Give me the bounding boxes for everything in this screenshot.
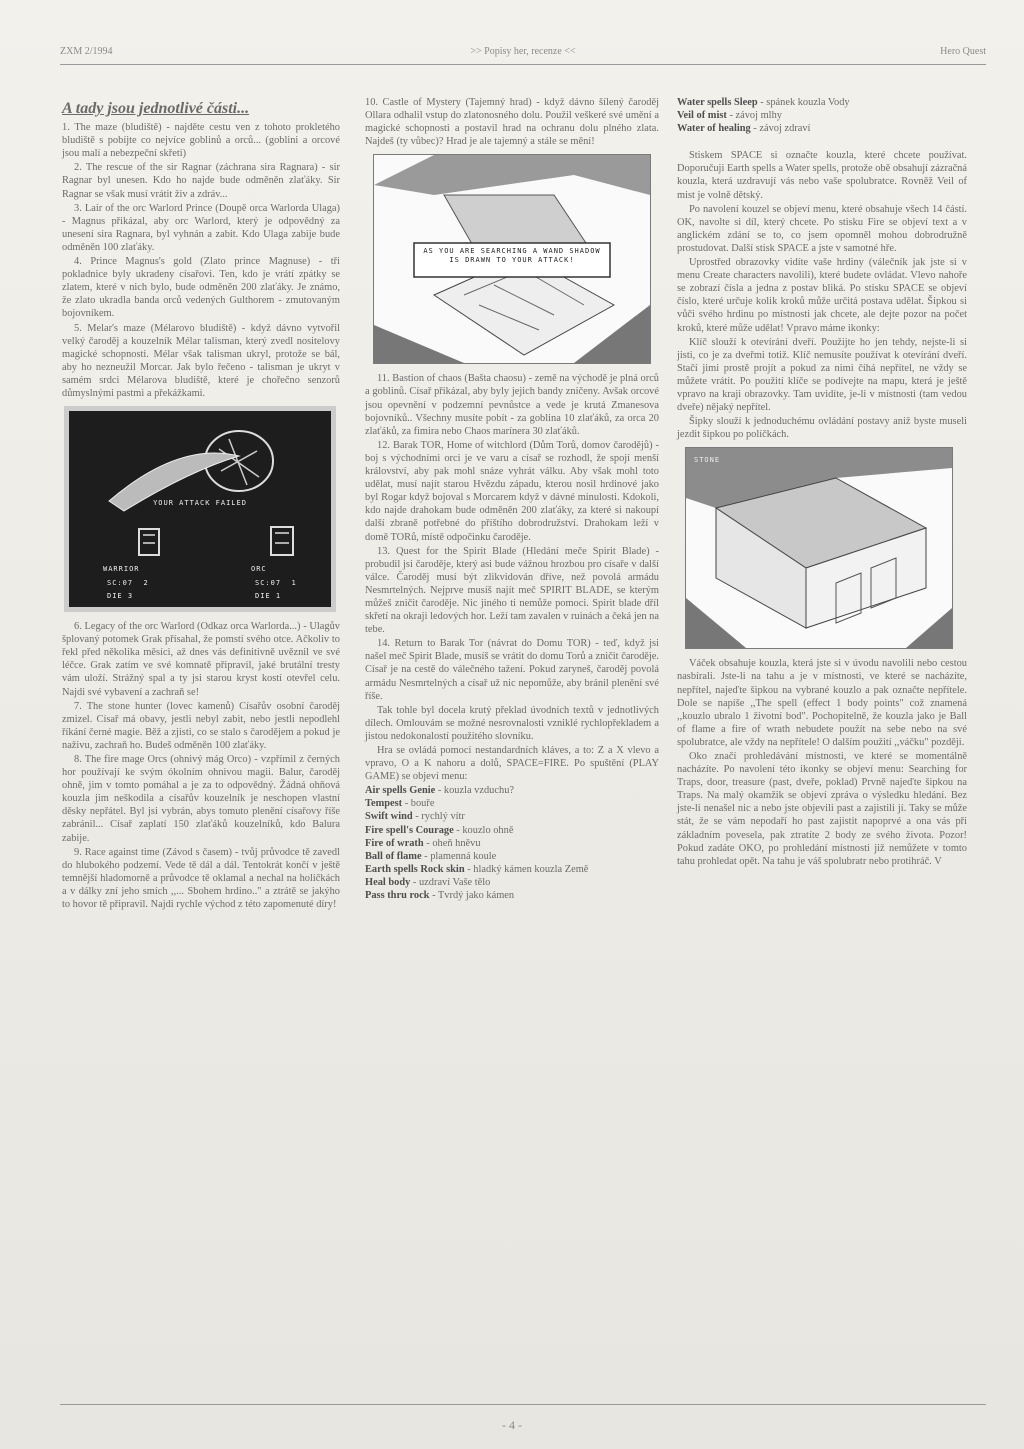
paragraph: Uprostřed obrazovky vidíte vaše hrdiny (válečník jak jste si v menu Create characters navolili), které budete ovládat. Vlevo nahoře se zobrazí čísla a jedna z postav bliká. Po stisku SPACE se objeví číslo, které určuje kolik kroků může určitá postava udělat. Šipkou si vůči svého hrdinu po místnosti jak chcete, ale dejte pozor na počet kroků, které může udělat! Vpravo máme ikonky: <box>677 257 967 334</box>
paragraph: 6. Legacy of the orc Warlord (Odkaz orca Warlorda...) - Ulagův šplovaný potomek Grak přísahal, že pomstí svého otce. Ačkoliv to řekl před několika měsíci, až dnes vás definitivně uvěznil ve své léčce. Grak zatím ve své komnatě připravil, jaké brutální tresty vám uloží. Strážný spal a ty jsi starou kryst kostí otevřel celu. Najdi své vybavení a zachraň se! <box>62 621 340 698</box>
paragraph: 10. Castle of Mystery (Tajemný hrad) - když dávno šílený čaroděj Ollara odhalil vstup do zlatonosného dolu. Použil veškeré své umění a magické schopnosti a postavil hrad na ochranu dolu plného zlata. Najdeš (ty vůbec)? Hrad je ale tajemný a stále se mění! <box>365 97 659 148</box>
issue-label: ZXM 2/1994 <box>60 46 113 57</box>
paragraph: 8. The fire mage Orcs (ohnivý mág Orco) - vzpřímil z černých hor používají ke svým ókolním ohnivou magii. Balur, čaroděj ohně, jim v tomto pomáhal a je za to odpovědný. Žádná ohňová kouzla jim neškodila a císařův kouzelník je neschopen vlastní děsky nepřátel. Byl jsi vybrán, abys tomuto plenění císařovy říše zabránil... Císař zaplatí 150 zlaťáků kouzelníků, kdo Balura zabije. <box>62 754 340 844</box>
spell-item: Veil of mist - závoj mlhy <box>677 110 782 122</box>
paragraph: Tak tohle byl docela krutý překlad úvodních textů v jednotlivých dílech. Omlouvám se možné nesrovnalosti vzniklé rychlopřekladem a jistou nedokonalostí použitého slovníku. <box>365 704 659 742</box>
spell-item: Heal body - uzdraví Vaše tělo <box>365 876 491 888</box>
enemy-label: ORC <box>251 565 267 574</box>
section-label: >> Popisy her, recenze << <box>470 46 576 57</box>
game-message-box: AS YOU ARE SEARCHING A WAND SHADOW IS DRAWN TO YOUR ATTACK! <box>423 247 601 265</box>
column-2 <box>365 96 659 902</box>
paragraph: 5. Melar's maze (Mélarovo bludiště) - když dávno vytvořil velký čaroděj a kouzelník Mélar talisman, který zvedl nositelovy magické schopnosti. Mélar však talisman ukryl, protože se bál, aby ho nezneužil Morcar. Jak bylo řečeno - talisman je ukryt v samém srdci Mélarova bludiště, které je chořečno senzorů důmyslnými pastmi a překážkami. <box>62 322 340 399</box>
spell-item: Swift wind - rychlý vítr <box>365 811 465 823</box>
paragraph: Po navolení kouzel se objeví menu, které obsahuje všech 14 částí. OK, navolte si díl, který chcete. Po stisku Fire se objeví text a v anglickém zdání se to, co jsem opomněl mohou dobrodružně prostudovat. Další stisk SPACE a jste v samotné hře. <box>677 203 967 254</box>
isometric-room-graphic <box>686 448 952 648</box>
page-header <box>60 44 986 64</box>
spell-item: Tempest - bouře <box>365 798 435 810</box>
spell-item: Fire spell's Courage - kouzlo ohně <box>365 824 514 836</box>
spell-item: Pass thru rock - Tvrdý jako kámen <box>365 890 515 902</box>
footer-rule <box>60 1404 986 1405</box>
player-score: SC:07 2 DIE 3 <box>107 579 149 601</box>
game-screenshot-castle <box>373 154 651 364</box>
spell-item: Water of healing - závoj zdraví <box>677 123 811 135</box>
paragraph: Stiskem SPACE si označte kouzla, které chcete používat. Doporučuji Earth spells a Water spells, protože obě obsahují zázračná kouzla, která uzdravují vás nebo vaše spolubratce. Rovněž Veil of mist je volně dětský. <box>677 150 967 201</box>
section-heading: A tady jsou jednotlivé části... <box>62 100 250 117</box>
screen-label: STONE <box>694 456 721 465</box>
header-rule <box>60 64 986 65</box>
paragraph: Hra se ovládá pomocí nestandardních kláves, a to: Z a X vlevo a vpravo, O a K nahoru a dolů, SPACE=FIRE. Po spuštění (PLAY GAME) se objeví menu: <box>365 745 659 783</box>
spell-item: Ball of flame - plamenná koule <box>365 850 497 862</box>
paragraph: Šipky slouží k jednoduchému ovládání postavy aniž byste museli jezdit šipkou po políčkách. <box>677 416 967 441</box>
paragraph: 14. Return to Barak Tor (návrat do Domu TOR) - teď, když jsi našel meč Spirit Blade, musíš se vrátit do domu Torů a zničit čaroděje. Císař je na cestě do válečného tažení. Pokud zaryneš, čaroděj povolá armádu Nesmrtelných a císař už nic nepomůže, aby bránil plenění své říše. <box>365 638 659 702</box>
spell-item: Air spells Genie - kouzla vzduchu? <box>365 785 514 797</box>
attack-result-text: YOUR ATTACK FAILED <box>153 499 247 508</box>
paragraph: Klíč slouží k otevírání dveří. Použijte ho jen tehdy, nejste-li si jisti, co je za dveřmi totiž. Klíč nemusíte používat k otevírání dveří. Stačí jimi prostě projít a pokud za nimi číhá nepřítel, ne vždy se můžete vrátit. Po použití klíče se podívejte na mapu, která je ještě vpravo na kraji obrazovky. Tam uvidíte, je-li v místnosti (tam vedou dveře) nějaký nepřítel. <box>677 336 967 414</box>
player-label: WARRIOR <box>103 565 140 574</box>
paragraph: 4. Prince Magnus's gold (Zlato prince Magnuse) - tři pokladnice byly ukradeny císařovi. Ten, kdo je vrátí zpátky se zlatem, které v nich bylo, bude odměněn 200 zlaťáky. Je známo, že zlato ukradla banda orců vedených Gulthorem - zmutovaným bojovníkem. <box>62 256 340 320</box>
game-screenshot-combat <box>64 406 336 612</box>
paragraph: 1. The maze (bludiště) - najděte cestu ven z tohoto prokletého bludiště s pobíjte co nejvíce goblinů a orců... (goblini a orcové jsou malí a nebezpeční skřeti) <box>62 122 340 160</box>
paragraph: Váček obsahuje kouzla, která jste si v úvodu navolili nebo cestou nasbírali. Jste-li na tahu a je v místnosti, ve které se nacházíte, nepřítel, najeďte šipkou na vybrané kouzlo a pak označte nepřítele. Dole se napíše ,,The spell (effect 1 body points" což znamená ,,kouzlo ubralo 1 životní bod". Pochopitelně, že kouzla jako je Ball of flame a fire of wrath nebudete použít na sebe nebo na své spolubratce, ale vždy na nepřítele! O dalším použití ,,váčku" později. <box>677 658 967 748</box>
paragraph: 9. Race against time (Závod s časem) - tvůj průvodce tě zavedl do hlubokého podzemí. Vede tě dál a dál. Tentokrát končí v ještě temnější hladomorně a průvodce tě oklamal a nechal na holičkách a v dálky zní jeho smích ,,... Sbohem hrdino.." a ztrátě se jakýho to hovor tě připravil. Najdi rychle východ z této zapomenuté díry! <box>62 846 340 911</box>
paragraph: 3. Lair of the orc Warlord Prince (Doupě orca Warlorda Ulaga) - Magnus přikázal, aby orc Warlord, který je odpovědný za unesení sira Ragnara, byl vyhnán a zabit. Kdo Ulaga zabije bude odměněn 100 zlaťáky. <box>62 202 340 253</box>
spell-item: Water spells Sleep - spánek kouzla Vody <box>677 97 850 108</box>
game-title-label: Hero Quest <box>940 46 986 57</box>
water-spell-list <box>677 96 967 135</box>
spell-item: Fire of wrath - oheň hněvu <box>365 837 481 849</box>
paragraph: 7. The stone hunter (lovec kamenů) Císařův osobní čaroděj zmizel. Císař má obavy, jestli nebyl zabit, nebo jestli nepodlehl říkání černé magie. Běž a zjisti, co se stalo s čarodějem a pokud je naživu, zachraň ho. Budeš odměněn 100 zlaťáky. <box>62 700 340 751</box>
paragraph: 11. Bastion of chaos (Bašta chaosu) - země na východě je plná orců a goblinů. Císař přikázal, aby byly jejich bandy zničeny. Avšak orcové jsou opevnění v podzemní pevnůstce a vede je krutá Zmanesova bojovníků.. Všechny musíte pobít - za goblina 10 zlaťáků, za orca 20 zlaťáků, za fimira nebo Chaos marínera 30 zlaťáků. <box>365 373 659 437</box>
paragraph: 2. The rescue of the sir Ragnar (záchrana sira Ragnara) - sir Ragnar byl unesen. Kdo ho najde bude odměněn zlaťáky. Sir Ragnar se však musí vrátit živ a zdráv... <box>62 162 340 200</box>
game-screenshot-room <box>685 447 953 649</box>
paragraph: 12. Barak TOR, Home of witchlord (Dům Torů, domov čarodějů) - boj s východními orci je ve varu a císař se rozhodl, že spojí menší království, aby pak mohl snáze vyhrát válku. Aby však mohl toto udělat, musí najít starou Hvězdu západu, kterou nosil hrdinové jako byl Rogar když bojoval s Morcarem když v dávné minulosti. Kdokoli, kdo najde drahokam bude odměněn 200 zlaťáky, za které si nakoupí další zbraně potřebné do příštího dobrodružství. Drahokam leží v domě TORů, místě odpočinku čaroděje. <box>365 439 659 543</box>
column-3 <box>677 96 967 869</box>
column-1 <box>62 96 340 912</box>
paragraph: Oko značí prohledávání místnosti, ve které se momentálně nacházíte. Po navolení této ikonky se objeví menu: Searching for Traps, door, treasure (past, dveře, poklad) Prvně najeďte šipkou na Traps. Na malý okamžik se objeví zpráva o výsledku hledání. Bez jste-li nenašel nic a nebo jste objevili past a zajistili jí. Taky se může stát, že se vám nepodaří ho past zajistit napoprvé a ona vás při základním povesela, pak ztratíte 2 body ze svého života. Pozor! Pokud zadáte OKO, po prohledání místnosti již nemůžete v tomto tahu prohledat opět. Na tahu je váš spolubratr nebo protihráč. V <box>677 751 967 867</box>
page-number: - 4 - <box>502 1418 522 1432</box>
spell-item: Earth spells Rock skin - hladký kámen kouzla Země <box>365 863 589 875</box>
paragraph: 13. Quest for the Spirit Blade (Hledání meče Spirit Blade) - probudil jsi čaroděje, který asi bude vážnou hrozbou pro císaře v další válce. Čaroděj musí být zlikvidován dříve, než povolá armádu Nesmrtelných. Nejprve musíš najít meč SPIRIT BLADE, se kterým můžeš zničit čaroděje. Nic jiného ti nemůže pomoci. Spirit blade dříl skřetí na okraji ledových hor. Leží tam zavalen v ruinách a čeká jen na tebe. <box>365 545 659 636</box>
enemy-score: SC:07 1 DIE 1 <box>255 579 297 601</box>
spell-menu-list <box>365 784 659 902</box>
